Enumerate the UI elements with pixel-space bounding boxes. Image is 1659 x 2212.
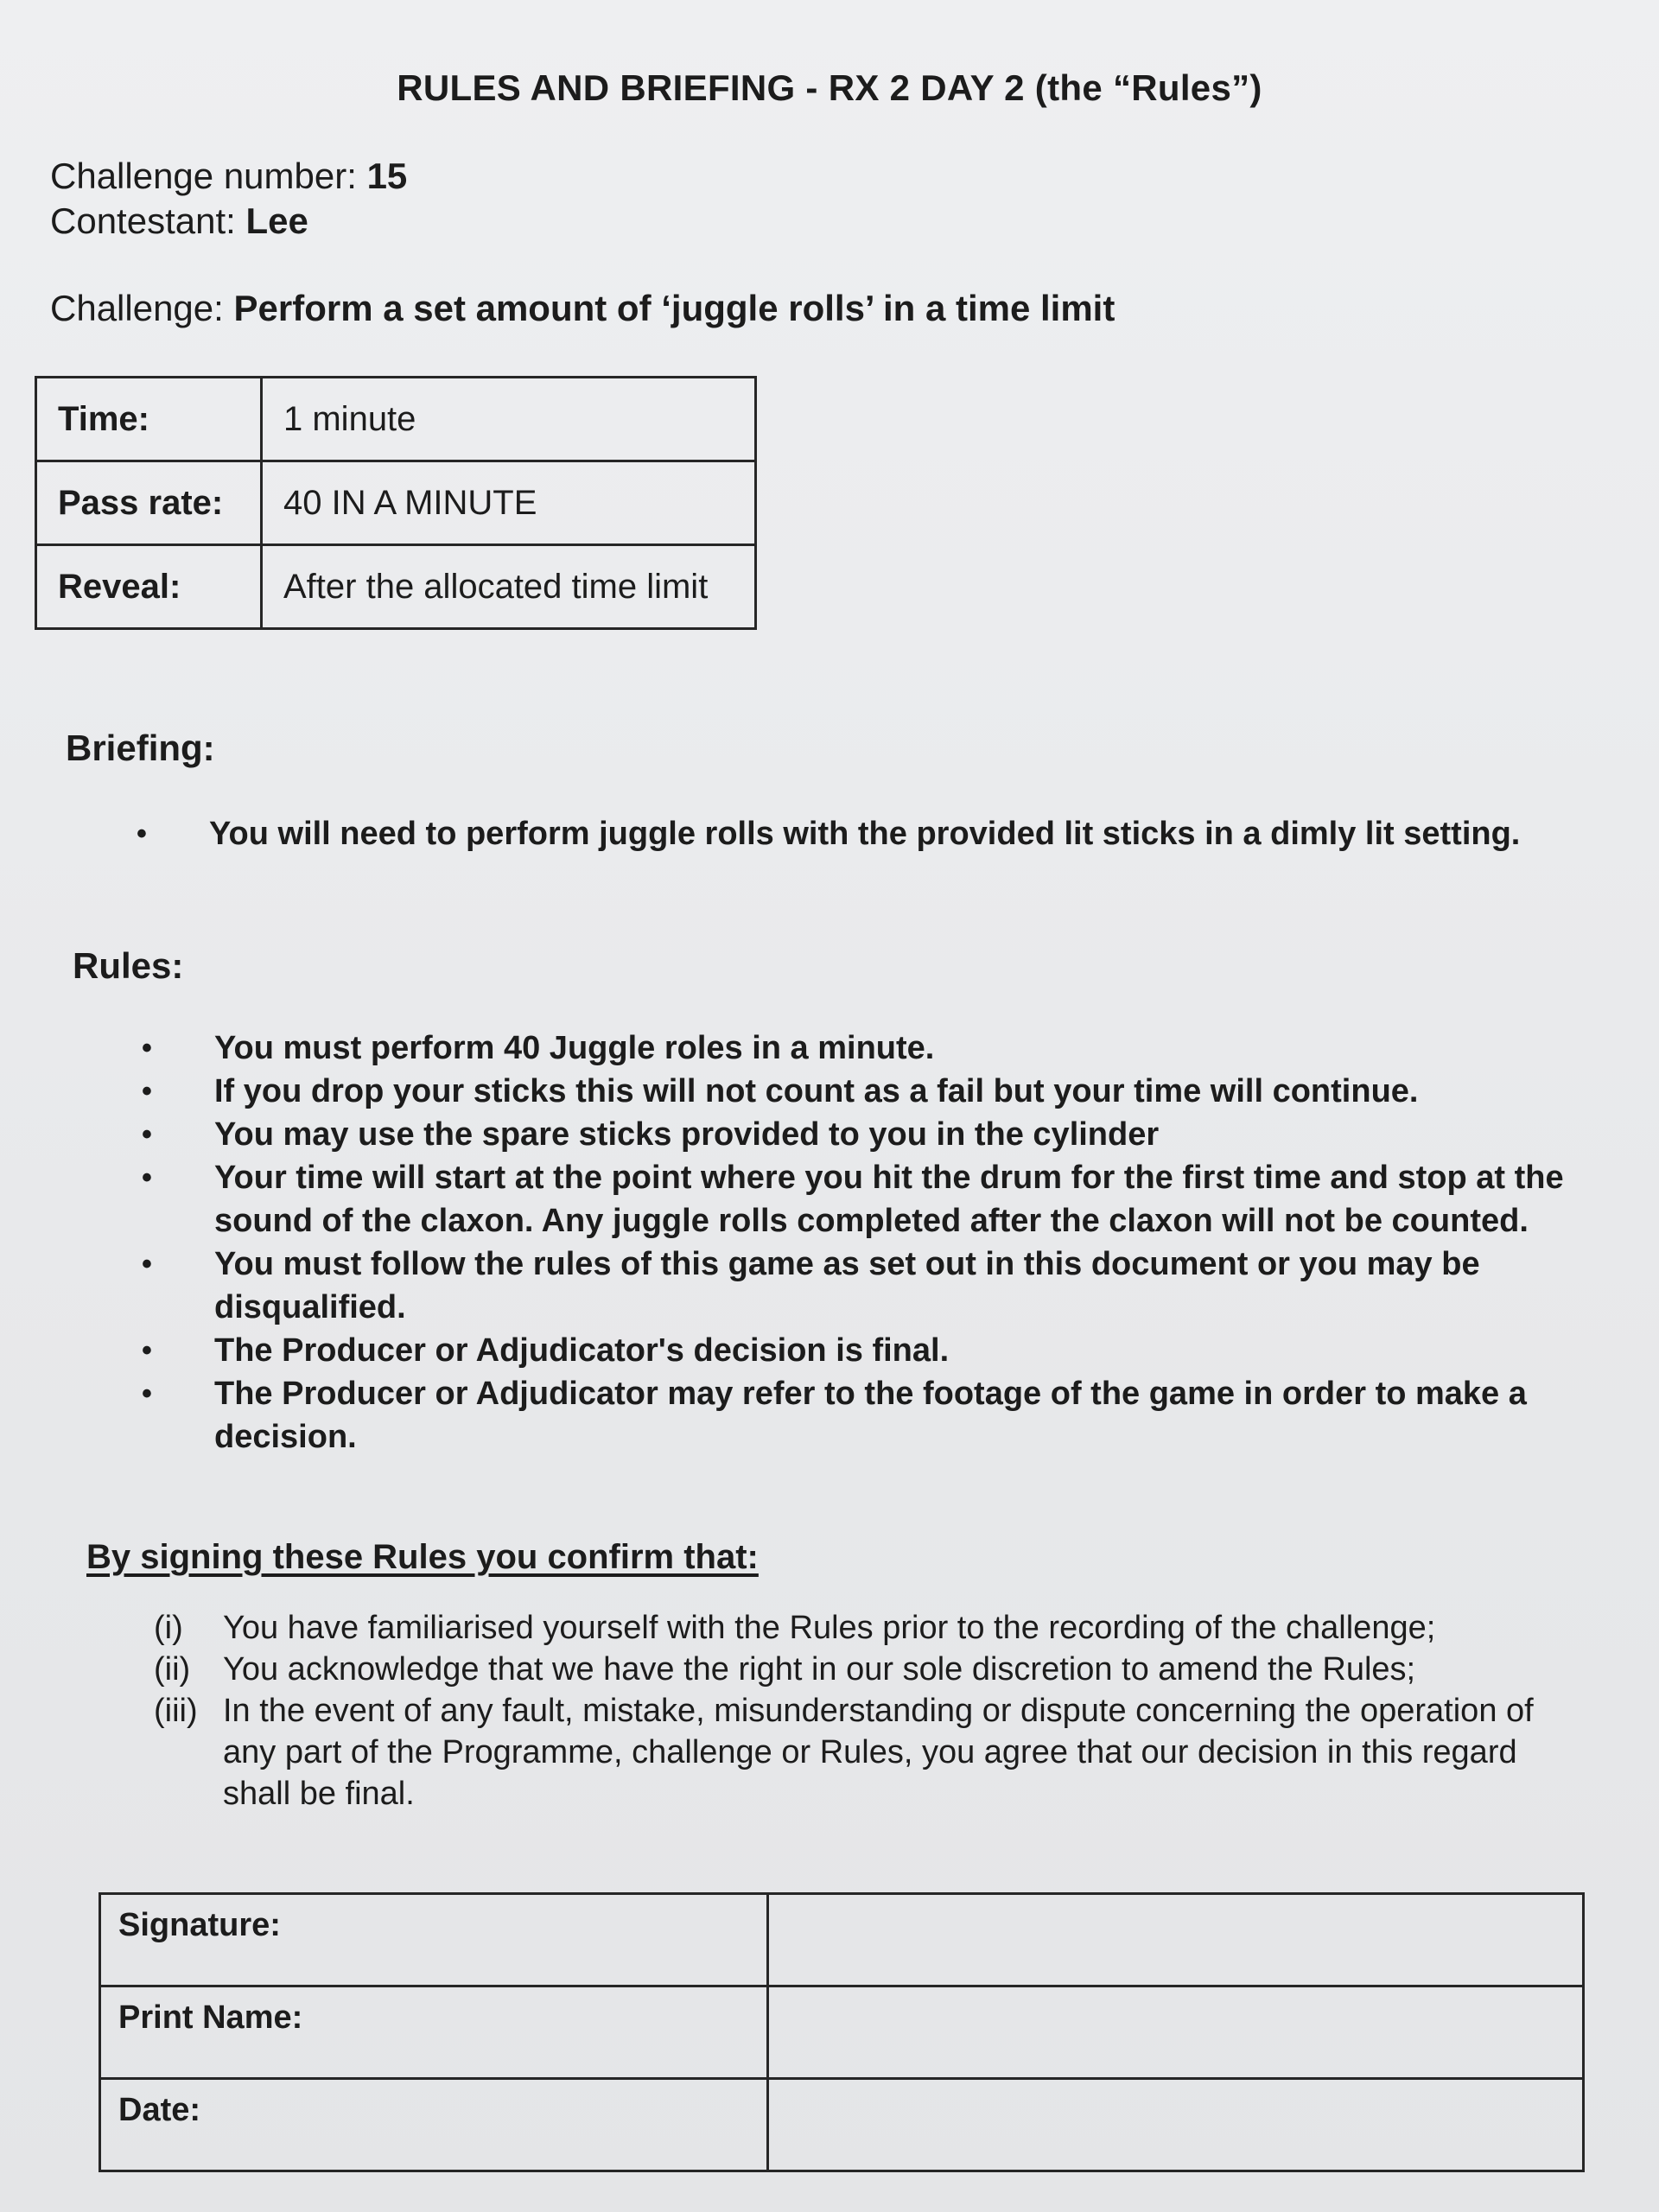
briefing-heading: Briefing: <box>66 728 215 768</box>
confirmation-clauses <box>154 1607 1571 1815</box>
info-label: Pass rate: <box>36 461 262 545</box>
challenge-label: Challenge: <box>50 288 224 328</box>
challenge-info-table <box>35 376 757 630</box>
clause-item <box>154 1607 1571 1649</box>
contestant-line <box>50 200 308 242</box>
sign-row-date <box>100 2079 1584 2171</box>
rule-item: • You must perform 40 Juggle roles in a minute. <box>142 1027 1593 1070</box>
signature-table <box>99 1892 1585 2172</box>
rule-item: • If you drop your sticks this will not count as a fail but your time will continue. <box>142 1070 1593 1113</box>
briefing-list <box>137 812 1554 855</box>
rule-item: • The Producer or Adjudicator may refer to the footage of the game in order to make a decision. <box>142 1372 1593 1459</box>
info-row-pass-rate <box>36 461 756 545</box>
info-value: 40 IN A MINUTE <box>262 461 756 545</box>
clause-number: (iii) <box>154 1693 198 1729</box>
info-row-time <box>36 378 756 461</box>
clause-number: (ii) <box>154 1651 191 1688</box>
date-label: Date: <box>100 2079 768 2171</box>
date-field[interactable] <box>768 2079 1584 2171</box>
info-label: Time: <box>36 378 262 461</box>
rules-heading: Rules: <box>73 945 184 986</box>
clause-text: You acknowledge that we have the right in our sole discretion to amend the Rules; <box>223 1651 1416 1688</box>
challenge-number-label: Challenge number: <box>50 156 357 196</box>
rules-list <box>142 1027 1593 1459</box>
clause-text: You have familiarised yourself with the Rules prior to the recording of the challenge; <box>223 1610 1436 1646</box>
info-value: 1 minute <box>262 378 756 461</box>
info-value: After the allocated time limit <box>262 545 756 629</box>
rule-item: • The Producer or Adjudicator's decision is final. <box>142 1329 1593 1372</box>
challenge-value: Perform a set amount of ‘juggle rolls’ in a time limit <box>233 288 1116 328</box>
info-label: Reveal: <box>36 545 262 629</box>
clause-number: (i) <box>154 1610 183 1646</box>
signature-field[interactable] <box>768 1894 1584 1986</box>
confirmation-heading: By signing these Rules you confirm that: <box>86 1538 759 1576</box>
challenge-number-value: 15 <box>366 156 408 196</box>
clause-item <box>154 1690 1571 1815</box>
info-row-reveal <box>36 545 756 629</box>
signature-label: Signature: <box>100 1894 768 1986</box>
contestant-value: Lee <box>245 200 308 241</box>
challenge-line <box>50 288 1115 329</box>
rule-item: • Your time will start at the point where you hit the drum for the first time and stop at the sound of the claxon. Any juggle rolls completed after the claxon will not be counted. <box>142 1156 1593 1243</box>
briefing-item: • You will need to perform juggle rolls with the provided lit sticks in a dimly lit setting. <box>137 812 1554 855</box>
rule-item: • You must follow the rules of this game as set out in this document or you may be disqualified. <box>142 1243 1593 1329</box>
print-name-label: Print Name: <box>100 1986 768 2079</box>
print-name-field[interactable] <box>768 1986 1584 2079</box>
rule-item: • You may use the spare sticks provided to you in the cylinder <box>142 1113 1593 1156</box>
sign-row-signature <box>100 1894 1584 1986</box>
challenge-number-line <box>50 156 407 197</box>
sign-row-print-name <box>100 1986 1584 2079</box>
document-title: RULES AND BRIEFING - RX 2 DAY 2 (the “Rules”) <box>397 67 1262 108</box>
clause-text: In the event of any fault, mistake, misunderstanding or dispute concerning the operation of any part of the Programme, challenge or Rules, you agree that our decision in this regard shall be final. <box>223 1693 1534 1812</box>
clause-item <box>154 1649 1571 1690</box>
contestant-label: Contestant: <box>50 200 236 241</box>
